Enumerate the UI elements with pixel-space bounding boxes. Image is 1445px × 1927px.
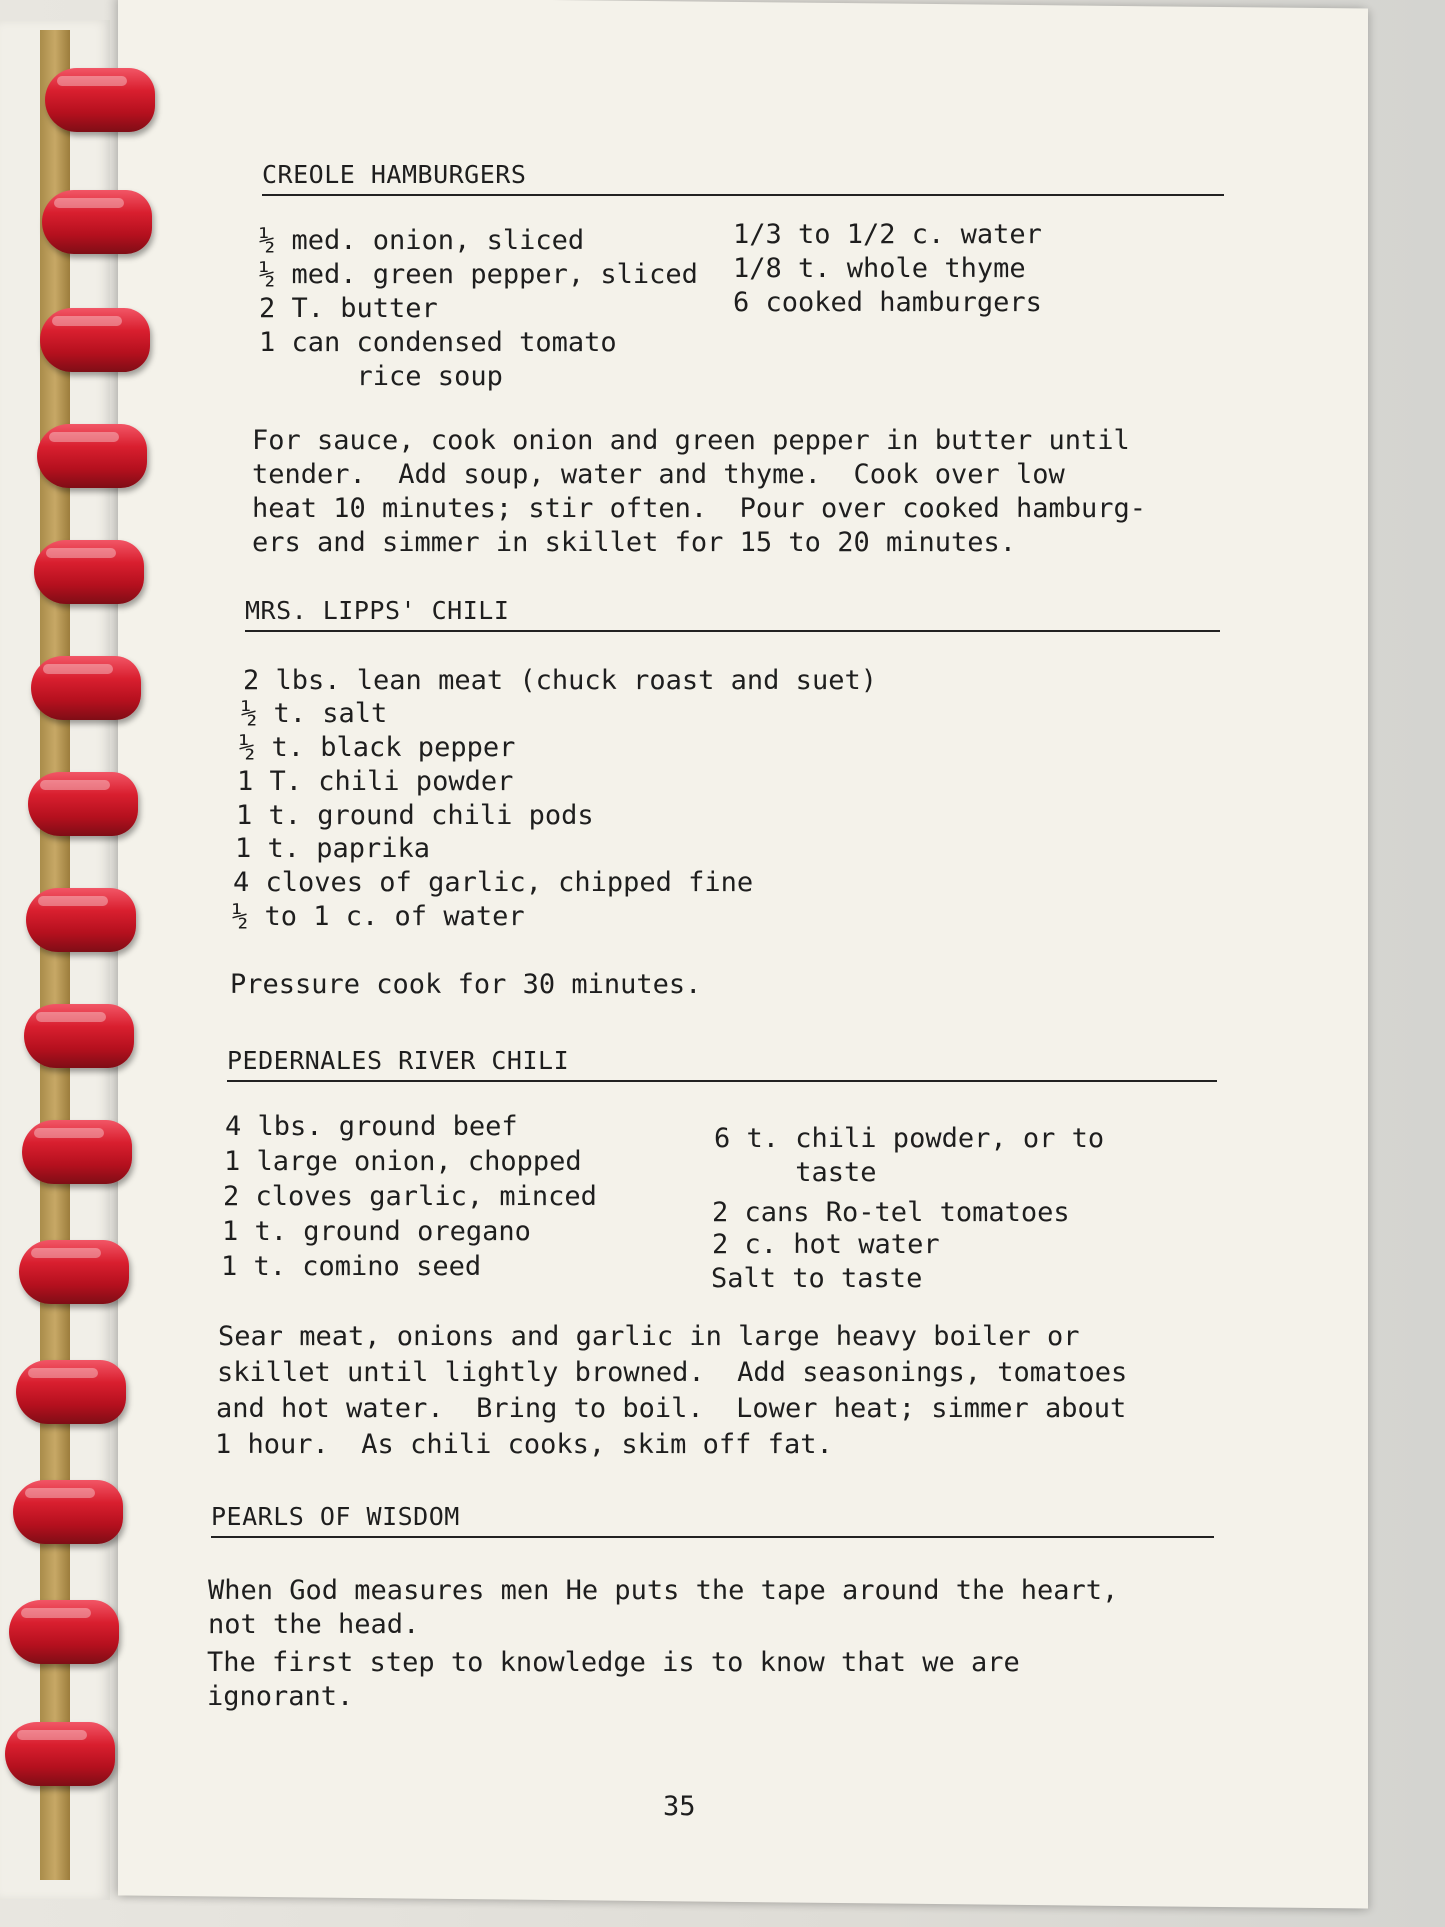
ingredient: 2 c. hot water <box>712 1229 940 1260</box>
direction-line: heat 10 minutes; stir often. Pour over cooked hamburg- <box>252 493 1147 524</box>
ingredient: ½ to 1 c. of water <box>232 901 525 932</box>
recipe-title: PEDERNALES RIVER CHILI <box>227 1044 1217 1082</box>
ingredient: 1 T. chili powder <box>237 766 514 797</box>
ingredient: 2 lbs. lean meat (chuck roast and suet) <box>243 665 877 696</box>
direction-line: and hot water. Bring to boil. Lower heat; simmer about <box>216 1393 1127 1424</box>
ingredient: ½ t. black pepper <box>239 732 516 763</box>
wisdom-line: not the head. <box>208 1609 420 1640</box>
ingredient: 2 T. butter <box>259 293 438 324</box>
ingredient: Salt to taste <box>711 1263 923 1294</box>
ingredient: 1 can condensed tomato <box>259 327 617 358</box>
ingredient: 2 cans Ro-tel tomatoes <box>712 1197 1070 1228</box>
page-number: 35 <box>663 1791 696 1822</box>
ingredient: 6 t. chili powder, or to <box>714 1123 1105 1154</box>
direction-line: ers and simmer in skillet for 15 to 20 minutes. <box>252 527 1017 558</box>
direction-line: skillet until lightly browned. Add seasonings, tomatoes <box>217 1357 1128 1388</box>
ingredient: 1 t. paprika <box>235 833 431 864</box>
section-title: PEARLS OF WISDOM <box>211 1500 1214 1538</box>
ingredient: ½ med. green pepper, sliced <box>259 259 698 290</box>
ingredient: 6 cooked hamburgers <box>733 287 1042 318</box>
ingredient: ½ med. onion, sliced <box>259 225 585 256</box>
wisdom-line: The first step to knowledge is to know that we are <box>207 1647 1020 1678</box>
recipe-title: MRS. LIPPS' CHILI <box>245 594 1220 632</box>
direction-line: For sauce, cook onion and green pepper in butter until <box>252 425 1130 456</box>
wisdom-line: When God measures men He puts the tape around the heart, <box>208 1575 1119 1606</box>
ingredient: 1 large onion, chopped <box>224 1146 582 1177</box>
recipe-title: CREOLE HAMBURGERS <box>262 158 1224 196</box>
direction-line: Sear meat, onions and garlic in large heavy boiler or <box>218 1321 1080 1352</box>
ingredient: rice soup <box>259 361 503 392</box>
ingredient: 1/8 t. whole thyme <box>733 253 1026 284</box>
ingredient: 4 cloves of garlic, chipped fine <box>233 867 754 898</box>
ingredient: 1 t. ground chili pods <box>236 800 594 831</box>
wisdom-line: ignorant. <box>207 1681 354 1712</box>
ingredient: 1 t. comino seed <box>221 1251 482 1282</box>
ingredient: 4 lbs. ground beef <box>225 1111 518 1142</box>
ingredient: ½ t. salt <box>241 698 388 729</box>
direction-line: 1 hour. As chili cooks, skim off fat. <box>215 1429 833 1460</box>
ingredient: 1/3 to 1/2 c. water <box>733 219 1042 250</box>
ingredient: 1 t. ground oregano <box>222 1216 531 1247</box>
ingredient: 2 cloves garlic, minced <box>223 1181 597 1212</box>
direction-line: tender. Add soup, water and thyme. Cook over low <box>252 459 1065 490</box>
direction-line: Pressure cook for 30 minutes. <box>230 969 702 1000</box>
ingredient: taste <box>714 1157 877 1188</box>
